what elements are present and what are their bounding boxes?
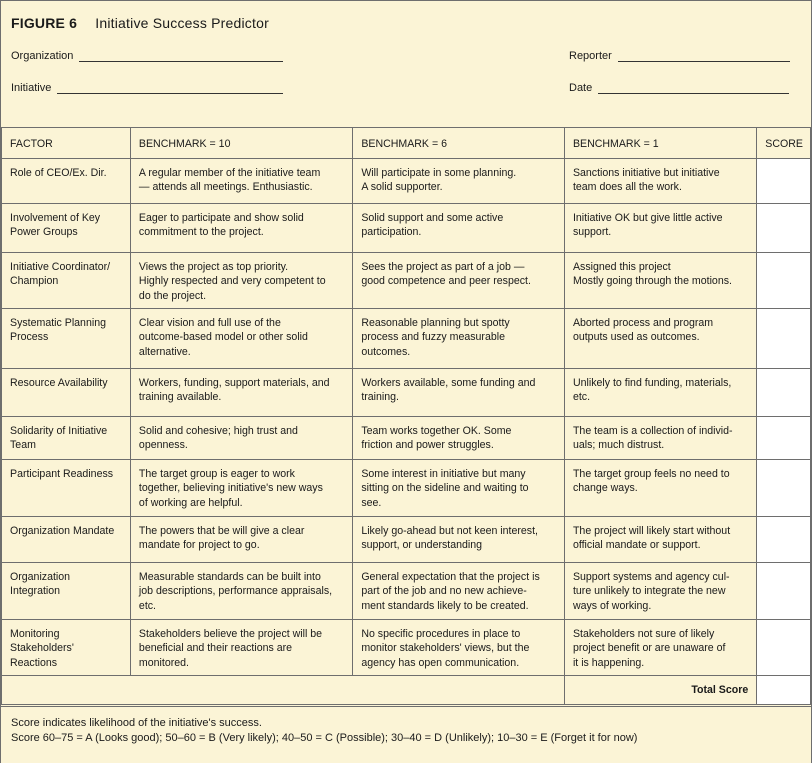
benchmark-6-cell: Some interest in initiative but many sitting on the sideline and waiting to see. [353,460,565,517]
date-line[interactable] [598,81,789,94]
table-row [2,460,811,517]
predictor-table [1,127,811,705]
benchmark-10-cell: Views the project as top priority. Highly respected and very competent to do the project. [130,253,352,309]
header-benchmark-10: BENCHMARK = 10 [130,128,352,159]
score-cell[interactable] [757,460,811,517]
total-row [2,676,811,705]
benchmark-6-cell: Sees the project as part of a job — good competence and peer respect. [353,253,565,309]
total-spacer [2,676,565,705]
initiative-field [11,81,283,94]
score-cell[interactable] [757,620,811,676]
header-benchmark-6: BENCHMARK = 6 [353,128,565,159]
benchmark-1-cell: Assigned this project Mostly going through the motions. [564,253,756,309]
benchmark-6-cell: Workers available, some funding and training. [353,369,565,417]
benchmark-1-cell: The target group feels no need to change ways. [564,460,756,517]
table-row [2,517,811,563]
score-note: Score indicates likelihood of the initiative's success. [11,717,262,729]
form-header [1,1,811,126]
benchmark-10-cell: Eager to participate and show solid commitment to the project. [130,204,352,253]
factor-cell: Initiative Coordinator/ Champion [2,253,131,309]
header-factor: FACTOR [2,128,131,159]
benchmark-10-cell: Solid and cohesive; high trust and openness. [130,417,352,460]
reporter-field [569,49,790,62]
score-cell[interactable] [757,253,811,309]
score-legend [1,706,811,763]
initiative-label: Initiative [11,82,52,94]
benchmark-1-cell: Stakeholders not sure of likely project benefit or are unaware of it is happening. [564,620,756,676]
score-cell[interactable] [757,563,811,620]
factor-cell: Role of CEO/Ex. Dir. [2,159,131,204]
header-score: SCORE [757,128,811,159]
benchmark-10-cell: Workers, funding, support materials, and training available. [130,369,352,417]
score-cell[interactable] [757,159,811,204]
table-row [2,620,811,676]
table-row [2,369,811,417]
benchmark-6-cell: No specific procedures in place to monitor stakeholders' views, but the agency has open communication. [353,620,565,676]
organization-line[interactable] [79,49,283,62]
benchmark-1-cell: Unlikely to find funding, materials, etc. [564,369,756,417]
benchmark-10-cell: Clear vision and full use of the outcome-based model or other solid alternative. [130,309,352,369]
benchmark-6-cell: General expectation that the project is part of the job and no new achieve- ment standards likely to be created. [353,563,565,620]
figure-number: FIGURE 6 [11,15,78,31]
benchmark-1-cell: Initiative OK but give little active support. [564,204,756,253]
table-row [2,253,811,309]
score-cell[interactable] [757,517,811,563]
benchmark-6-cell: Will participate in some planning. A solid supporter. [353,159,565,204]
table-row [2,159,811,204]
score-scale: Score 60–75 = A (Looks good); 50–60 = B (Very likely); 40–50 = C (Possible); 30–40 = D (Unlikely); 10–30 = E (Forget it for now) [11,732,638,744]
factor-cell: Organization Mandate [2,517,131,563]
benchmark-1-cell: The team is a collection of individ- uals; much distrust. [564,417,756,460]
date-label: Date [569,82,593,94]
figure-name: Initiative Success Predictor [95,15,269,31]
benchmark-1-cell: The project will likely start without official mandate or support. [564,517,756,563]
reporter-line[interactable] [618,49,790,62]
benchmark-6-cell: Solid support and some active participation. [353,204,565,253]
factor-cell: Involvement of Key Power Groups [2,204,131,253]
benchmark-10-cell: Measurable standards can be built into job descriptions, performance appraisals, etc. [130,563,352,620]
score-cell[interactable] [757,417,811,460]
factor-cell: Systematic Planning Process [2,309,131,369]
table-row [2,417,811,460]
benchmark-6-cell: Likely go-ahead but not keen interest, support, or understanding [353,517,565,563]
benchmark-6-cell: Team works together OK. Some friction and power struggles. [353,417,565,460]
table-row [2,204,811,253]
factor-cell: Organization Integration [2,563,131,620]
figure-title [11,15,269,31]
date-field [569,81,789,94]
total-score-cell[interactable] [757,676,811,705]
score-cell[interactable] [757,369,811,417]
benchmark-10-cell: Stakeholders believe the project will be beneficial and their reactions are monitored. [130,620,352,676]
factor-cell: Participant Readiness [2,460,131,517]
organization-field [11,49,283,62]
score-cell[interactable] [757,204,811,253]
organization-label: Organization [11,50,74,62]
benchmark-1-cell: Sanctions initiative but initiative team does all the work. [564,159,756,204]
benchmark-10-cell: A regular member of the initiative team — attends all meetings. Enthusiastic. [130,159,352,204]
table-row [2,563,811,620]
benchmark-10-cell: The powers that be will give a clear mandate for project to go. [130,517,352,563]
initiative-line[interactable] [57,81,283,94]
factor-cell: Solidarity of Initiative Team [2,417,131,460]
benchmark-6-cell: Reasonable planning but spotty process and fuzzy measurable outcomes. [353,309,565,369]
benchmark-1-cell: Aborted process and program outputs used as outcomes. [564,309,756,369]
header-row [2,128,811,159]
header-benchmark-1: BENCHMARK = 1 [564,128,756,159]
total-score-label: Total Score [564,676,756,705]
factor-cell: Resource Availability [2,369,131,417]
benchmark-10-cell: The target group is eager to work together, believing initiative's new ways of working are helpful. [130,460,352,517]
score-cell[interactable] [757,309,811,369]
benchmark-1-cell: Support systems and agency cul- ture unlikely to integrate the new ways of working. [564,563,756,620]
reporter-label: Reporter [569,50,612,62]
table-row [2,309,811,369]
factor-cell: Monitoring Stakeholders' Reactions [2,620,131,676]
